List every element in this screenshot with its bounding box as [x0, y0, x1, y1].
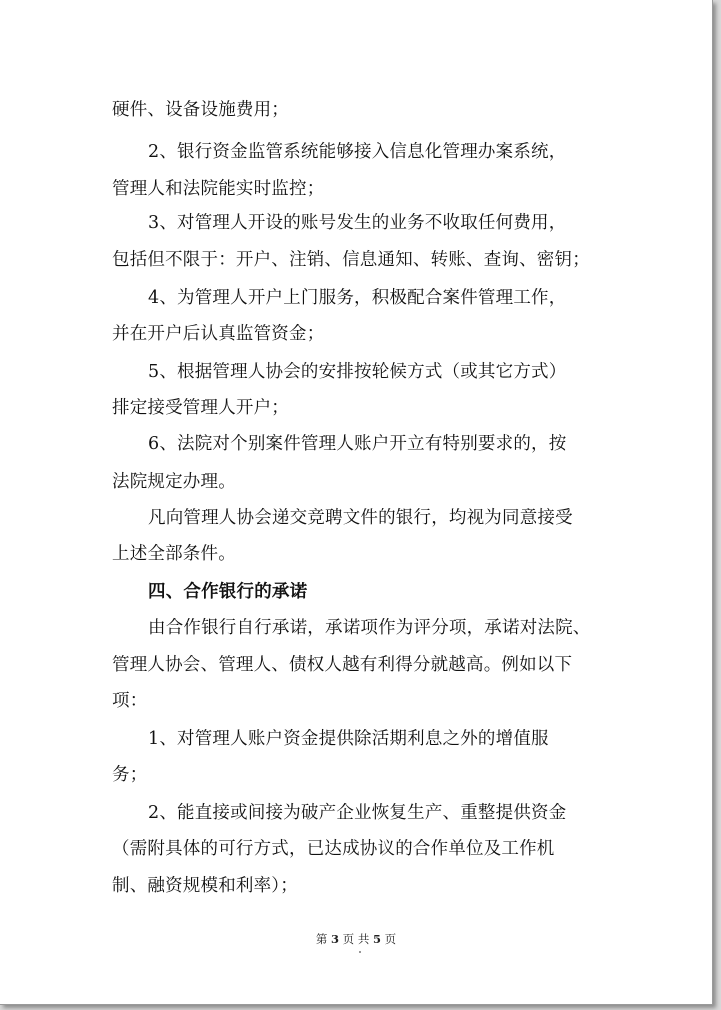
text-line: 务；: [112, 765, 148, 785]
text-line: 凡向管理人协会递交竞聘文件的银行，均视为同意接受: [148, 508, 573, 528]
text-line: 6、法院对个别案件管理人账户开立有特别要求的，按: [148, 434, 567, 454]
text-line: 上述全部条件。: [112, 544, 236, 564]
text-line: 并在开户后认真监管资金；: [112, 324, 325, 344]
footer-prefix: 第: [315, 932, 328, 946]
text-line: 项：: [112, 691, 148, 711]
text-line: 管理人和法院能实时监控；: [112, 179, 325, 199]
text-line: 3、对管理人开设的账号发生的业务不收取任何费用，: [148, 213, 567, 233]
section-heading: 四、合作银行的承诺: [148, 582, 308, 602]
page-total: 5: [372, 932, 381, 946]
page-number: 3: [331, 932, 340, 946]
page-footer: [0, 934, 712, 946]
text-line: （需附具体的可行方式，已达成协议的合作单位及工作机: [112, 839, 555, 859]
text-line: 包括但不限于：开户、注销、信息通知、转账、查询、密钥；: [112, 250, 590, 270]
text-line: 4、为管理人开户上门服务，积极配合案件管理工作，: [148, 288, 567, 308]
text-line: 排定接受管理人开户；: [112, 398, 289, 418]
footer-middle: 页 共: [342, 932, 370, 946]
text-line: 由合作银行自行承诺，承诺项作为评分项，承诺对法院、: [148, 618, 591, 638]
footer-dot: [359, 951, 361, 953]
text-line: 2、银行资金监管系统能够接入信息化管理办案系统，: [148, 142, 567, 162]
text-line: 5、根据管理人协会的安排按轮候方式（或其它方式）: [148, 362, 567, 382]
text-line: 制、融资规模和利率）；: [112, 876, 298, 896]
text-line: 法院规定办理。: [112, 472, 236, 492]
text-line: 1、对管理人账户资金提供除活期利息之外的增值服: [148, 729, 549, 749]
text-line: 硬件、设备设施费用；: [112, 100, 289, 120]
footer-suffix: 页: [384, 932, 397, 946]
text-line: 管理人协会、管理人、债权人越有利得分就越高。例如以下: [112, 655, 573, 675]
text-line: 2、能直接或间接为破产企业恢复生产、重整提供资金: [148, 803, 567, 823]
